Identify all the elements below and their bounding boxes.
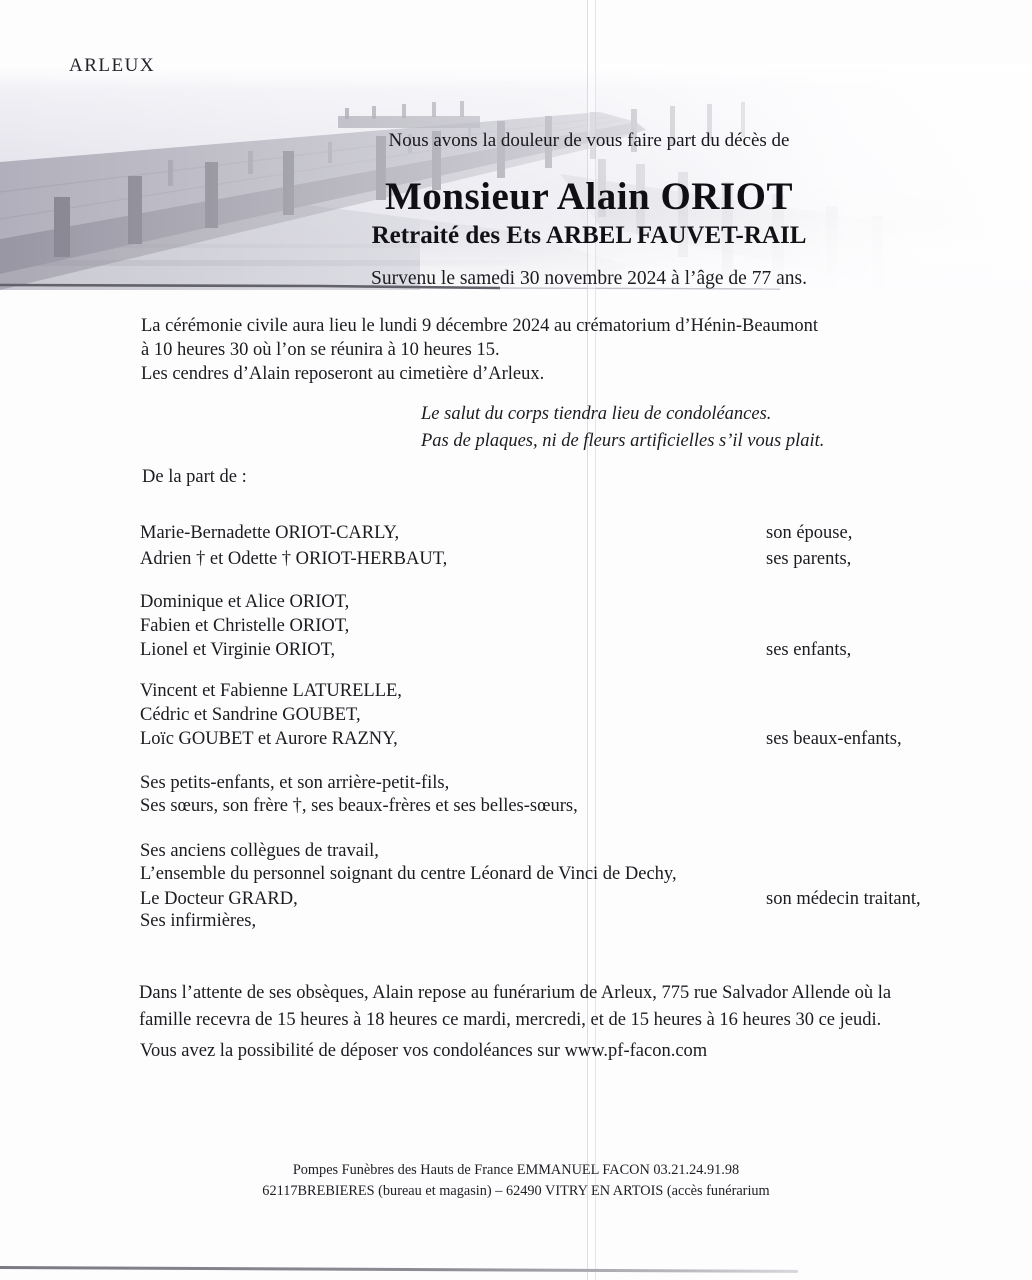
family-row <box>140 796 992 820</box>
family-row <box>140 705 992 729</box>
family-row <box>140 616 992 640</box>
commune-name: ARLEUX <box>69 55 156 76</box>
family-relation: son épouse, <box>766 523 853 543</box>
family-member-name: Ses sœurs, son frère †, ses beaux-frères et ses belles-sœurs, <box>140 796 578 816</box>
ceremony-line: Les cendres d’Alain reposeront au cimetière d’Arleux. <box>141 364 545 384</box>
family-member-name: Le Docteur GRARD, <box>140 889 298 909</box>
family-member-name: Lionel et Virginie ORIOT, <box>140 640 336 660</box>
family-member-name: Vincent et Fabienne LATURELLE, <box>140 681 402 701</box>
family-member-name: Cédric et Sandrine GOUBET, <box>140 705 361 725</box>
family-member-name: Ses anciens collègues de travail, <box>140 841 379 861</box>
family-row <box>140 549 992 573</box>
family-member-name: L’ensemble du personnel soignant du centre Léonard de Vinci de Dechy, <box>140 864 677 884</box>
family-relation: son médecin traitant, <box>766 889 921 909</box>
family-relation: ses beaux-enfants, <box>766 729 902 749</box>
announcement-intro: Nous avons la douleur de vous faire part du décès de <box>388 130 790 151</box>
condolence-notice <box>421 401 824 454</box>
family-row <box>140 640 992 664</box>
wake-paragraph <box>139 980 959 1034</box>
deceased-name: Monsieur Alain ORIOT <box>384 175 794 218</box>
ceremony-line: La cérémonie civile aura lieu le lundi 9 décembre 2024 au crématorium d’Hénin-Beaumont <box>141 316 819 336</box>
notice-line: Le salut du corps tiendra lieu de condoléances. <box>421 404 772 424</box>
family-member-name: Fabien et Christelle ORIOT, <box>140 616 350 636</box>
family-member-name: Marie-Bernadette ORIOT-CARLY, <box>140 523 400 543</box>
family-list-heading: De la part de : <box>142 467 247 487</box>
family-row <box>140 889 992 913</box>
family-member-name: Dominique et Alice ORIOT, <box>140 592 350 612</box>
funeral-home-footer <box>5 1160 1027 1201</box>
family-row <box>140 864 992 888</box>
deceased-title: Retraité des Ets ARBEL FAUVET-RAIL <box>371 222 807 249</box>
family-member-name: Ses petits-enfants, et son arrière-petit-fils, <box>140 773 450 793</box>
family-member-name: Ses infirmières, <box>140 911 257 931</box>
family-row <box>140 773 992 797</box>
family-row <box>140 523 992 547</box>
funeral-home-line: 62117BREBIERES (bureau et magasin) – 62490 VITRY EN ARTOIS (accès funérarium <box>262 1182 770 1199</box>
death-date-line: Survenu le samedi 30 novembre 2024 à l’âge de 77 ans. <box>371 268 807 289</box>
condolences-website-line: Vous avez la possibilité de déposer vos condoléances sur www.pf-facon.com <box>140 1041 708 1061</box>
family-row <box>140 592 992 616</box>
wake-line: famille recevra de 15 heures à 18 heures ce mardi, mercredi, et de 15 heures à 16 heures 30 ce jeudi. <box>139 1010 882 1030</box>
family-row <box>140 681 992 705</box>
family-row <box>140 911 992 935</box>
ceremony-paragraph <box>141 314 941 386</box>
family-relation: ses enfants, <box>766 640 852 660</box>
funeral-home-line: Pompes Funèbres des Hauts de France EMMANUEL FACON 03.21.24.91.98 <box>292 1162 740 1178</box>
family-row <box>140 729 992 753</box>
family-row <box>140 841 992 865</box>
family-relation: ses parents, <box>766 549 852 569</box>
family-member-name: Adrien † et Odette † ORIOT-HERBAUT, <box>140 549 448 569</box>
scan-artifact-line <box>0 1266 798 1273</box>
notice-line: Pas de plaques, ni de fleurs artificielles s’il vous plait. <box>421 430 825 451</box>
ceremony-line: à 10 heures 30 où l’on se réunira à 10 heures 15. <box>141 340 500 360</box>
wake-line: Dans l’attente de ses obsèques, Alain repose au funérarium de Arleux, 775 rue Salvador Allende où la <box>139 983 892 1003</box>
family-member-name: Loïc GOUBET et Aurore RAZNY, <box>140 729 398 749</box>
